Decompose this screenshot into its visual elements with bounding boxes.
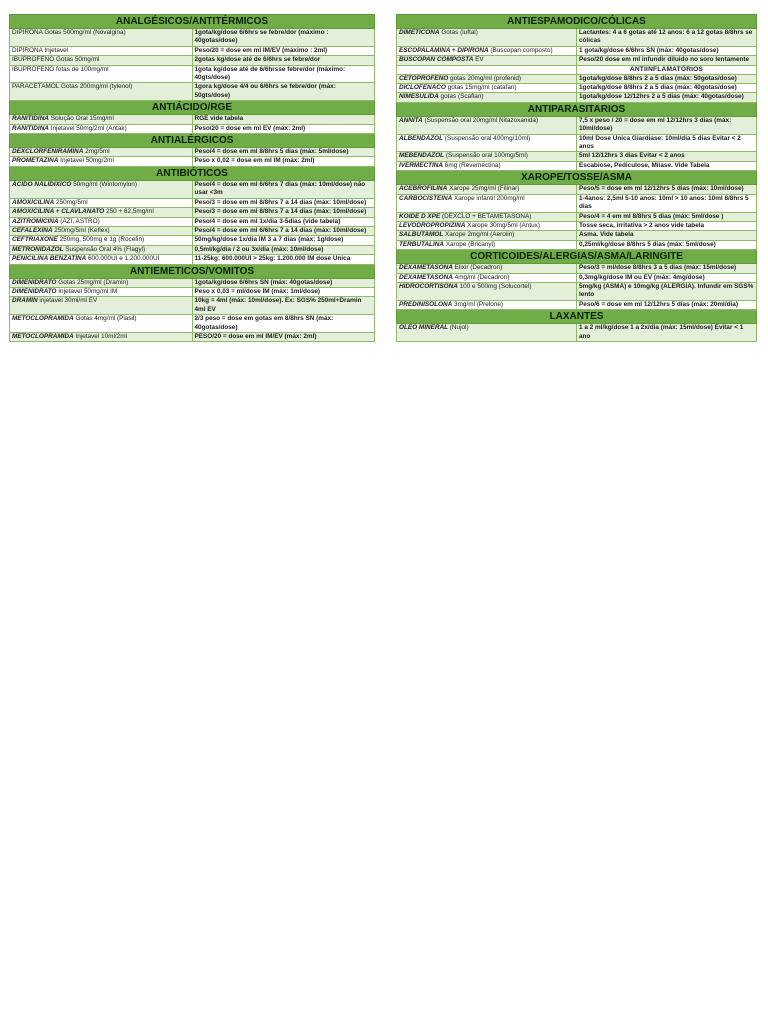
table-row — [10, 245, 375, 254]
table-row — [10, 236, 375, 245]
right-dosage-table — [396, 14, 757, 342]
dosage-cell: Peso/4 = 4 em ml 8/8hrs 5 dias (máx: 5ml/dose ) — [577, 212, 757, 221]
drug-name: PENICILINA BENZATINA — [12, 255, 87, 263]
section-header-row — [397, 250, 757, 264]
table-row — [397, 134, 757, 152]
table-row — [397, 282, 757, 300]
table-row — [397, 300, 757, 309]
table-row — [10, 115, 375, 124]
table-row — [10, 208, 375, 217]
drug-cell — [397, 93, 577, 102]
subsection-title: ANTIINFLAMATÓRIOS — [577, 65, 757, 74]
drug-cell — [10, 245, 193, 254]
drug-cell — [397, 116, 577, 134]
drug-presentation: (Suspensão oral 20mg/ml Nitazoxanida) — [422, 116, 539, 124]
drug-cell — [397, 152, 577, 161]
section-header-row — [397, 15, 757, 29]
drug-presentation: (DEXCLO + BETAMETASONA) — [440, 212, 532, 220]
drug-cell — [10, 198, 193, 207]
table-row — [397, 231, 757, 240]
drug-presentation: 250mg/5ml (Keflex) — [52, 226, 110, 234]
table-row — [397, 185, 757, 194]
dosage-cell: 1gota/kg/dose 8/8hrs 2 a 5 dias (máx: 50gotas/dose) — [577, 74, 757, 83]
drug-name: AMOXICILINA — [12, 198, 55, 206]
dosage-cell: Peso/4 = dose em ml 6/6hrs 7 a 14 dias (máx: 10ml/dose) — [192, 226, 375, 235]
drug-presentation: Gotas 4mg/ml (Plasil) — [73, 315, 137, 323]
table-row — [10, 332, 375, 341]
dosage-cell: Peso/20 = dose em ml IM/EV (máximo : 2ml) — [192, 46, 375, 55]
drug-presentation: gotas 20mg/ml (profenid) — [448, 74, 522, 82]
drug-name: RANITIDINA — [12, 124, 49, 132]
drug-presentation: Xarope 30mg/5ml (Antux) — [465, 221, 540, 229]
drug-name: METRONIDAZOL — [12, 245, 64, 253]
drug-presentation: Elixir (Decadron) — [452, 264, 503, 272]
table-row — [10, 297, 375, 315]
drug-cell — [397, 240, 577, 249]
table-row — [397, 152, 757, 161]
drug-presentation: IBUPROFENO Gotas 50mg/ml — [12, 56, 100, 64]
drug-name: DIMENIDRATO — [12, 278, 57, 286]
table-row — [10, 198, 375, 207]
dosage-cell: 50mg/kg/dose 1x/dia IM 3 a 7 dias (máx: 1g/dose) — [192, 236, 375, 245]
drug-presentation: gotas 15mg/ml (catafan) — [445, 84, 517, 92]
drug-presentation: IBUPROFENO fotas de 100mg/ml — [12, 65, 109, 73]
drug-presentation: Gotas 25mg/ml (Dramin) — [56, 278, 129, 286]
drug-name: CEFTRIAXONE — [12, 236, 58, 244]
drug-cell — [397, 185, 577, 194]
drug-presentation: 100 e 500mg (Solucortel) — [457, 282, 532, 290]
section-title: ANALGÉSICOS/ANTITÉRMICOS — [10, 15, 375, 29]
drug-presentation: Injetavel 10ml/2ml — [73, 332, 127, 340]
drug-name: KOIDE D XPE — [399, 212, 441, 220]
drug-presentation: EV — [473, 56, 484, 64]
drug-presentation: 250mg, 500mg e 1g (Rocefin) — [57, 236, 145, 244]
section-header-row — [397, 310, 757, 324]
drug-cell — [10, 115, 193, 124]
table-row — [397, 74, 757, 83]
drug-cell — [10, 46, 193, 55]
drug-presentation: (Suspensão oral 400mg/10ml) — [443, 134, 531, 142]
table-row — [10, 255, 375, 264]
section-header-row — [10, 101, 375, 115]
dosage-cell: 0,3mg/kg/dose IM ou EV (máx: 4mg/dose) — [577, 273, 757, 282]
drug-cell — [10, 236, 193, 245]
dosage-cell: Peso/4 = dose em ml 1x/dia 3-5dias (vide tabela) — [192, 217, 375, 226]
drug-presentation: (Buscopan composto) — [488, 46, 553, 54]
dosage-cell: 7,5 x peso / 20 = dose em ml 12/12hrs 3 dias (máx: 10ml/dose) — [577, 116, 757, 134]
dosage-cell: PESO/20 = dose em ml IM/EV (máx: 2ml) — [192, 332, 375, 341]
drug-cell — [397, 300, 577, 309]
drug-presentation: 250mg/5ml — [54, 198, 88, 206]
drug-name: RANITIDINA — [12, 115, 49, 123]
left-dosage-table — [9, 14, 375, 342]
section-title: ANTIESPAMODICO/CÓLICAS — [397, 15, 757, 29]
dosage-cell: Peso x 0,03 = ml/dose IM (máx: 1ml/dose) — [192, 287, 375, 296]
drug-name: DIMETICONA — [399, 29, 440, 36]
drug-cell — [10, 287, 193, 296]
drug-name: NIMESULIDA — [399, 93, 439, 101]
drug-name: DEXAMETASONA — [399, 264, 453, 272]
drug-presentation: 250 + 62,5mg/ml — [104, 208, 154, 216]
section-title: ANTIALÉRGICOS — [10, 134, 375, 148]
dosage-cell: Lactantes: 4 a 6 gotas até 12 anos: 6 a 12 gotas 8/8hrs se cólicas — [577, 29, 757, 47]
drug-cell — [397, 161, 577, 170]
drug-cell — [397, 231, 577, 240]
drug-cell — [10, 83, 193, 101]
table-row — [397, 221, 757, 230]
drug-name: DEXCLORFENIRAMINA — [12, 148, 84, 156]
drug-name: SALBUTAMOL — [399, 231, 444, 239]
dosage-cell: Escabiose, Pediculose, Miíase. Vide Tabela — [577, 161, 757, 170]
drug-cell — [397, 46, 577, 55]
drug-cell — [397, 29, 577, 47]
table-row — [10, 226, 375, 235]
drug-cell — [397, 273, 577, 282]
section-title: ANTIEMETICOS/VOMITOS — [10, 264, 375, 278]
table-row — [10, 217, 375, 226]
dosage-cell: 1gora kg/dose 4/4 ou 6/6hrs se febre/dor (máx: 50gts/dose) — [192, 83, 375, 101]
dosage-cell: 5ml 12/12hrs 3 dias Evitar < 2 anos — [577, 152, 757, 161]
table-row — [397, 29, 757, 47]
drug-cell — [10, 29, 193, 47]
drug-presentation: 50mg/ml (Wintomylon) — [71, 180, 137, 188]
drug-presentation: Injetavel 50mg/2ml (Antak) — [48, 124, 127, 132]
dosage-cell: Peso/5 = dose em ml 12/12hrs 5 dias (máx: 10ml/dose) — [577, 185, 757, 194]
dosage-cell: Peso/4 = dose em ml 8/8hrs 5 dias (máx: 5ml/dose) — [192, 148, 375, 157]
section-title: XAROPE/TOSSE/ASMA — [397, 171, 757, 185]
drug-name: LEVODROPROPIZINA — [399, 221, 466, 229]
drug-name: ESCOPALAMINA + DIPIRONA — [399, 46, 489, 54]
section-header-row — [10, 166, 375, 180]
table-row — [10, 180, 375, 198]
drug-presentation: Xarope 2mg/ml (Aerolin) — [443, 231, 515, 239]
drug-presentation: Suspensão Oral 4% (Flagyl) — [63, 245, 146, 253]
dosage-cell: 11-25kg: 600.000UI > 25kg: 1.200.000 IM dose Unica — [192, 255, 375, 264]
table-row — [10, 56, 375, 65]
dosage-cell: RGE vide tabela — [192, 115, 375, 124]
drug-cell — [397, 74, 577, 83]
right-column — [396, 14, 757, 342]
dosage-cell: 0,25ml/kg/dose 8/8hrs 5 dias (máx: 5ml/dose) — [577, 240, 757, 249]
table-row — [10, 157, 375, 166]
drug-cell — [10, 315, 193, 333]
drug-presentation: Gotas (luftal) — [439, 29, 478, 36]
dosage-cell: 1-4anos: 2,5ml 5-10 anos: 10ml > 10 anos: 10ml 8/8hrs 5 dias — [577, 194, 757, 212]
drug-name: DIMENIDRATO — [12, 287, 57, 295]
drug-name: HIDROCORTISONA — [399, 282, 458, 290]
section-title: ANTIPARASITARIOS — [397, 102, 757, 116]
drug-cell — [10, 217, 193, 226]
dosage-cell: Peso/20 dose em ml infundir diluido no soro lentamente — [577, 56, 757, 65]
table-row — [10, 65, 375, 83]
drug-cell — [10, 157, 193, 166]
drug-cell — [10, 56, 193, 65]
drug-name: ÁCIDO NALIDIXICO — [12, 180, 72, 188]
drug-cell — [10, 297, 193, 315]
drug-name: AMOXICILINA + CLAVLANATO — [12, 208, 105, 216]
drug-presentation: Xarope 25mg/ml (Filinar) — [447, 185, 520, 193]
table-row — [10, 29, 375, 47]
dosage-cell: 1gota/kg/dose 6/6hrs se febre/dor (máximo : 40gotas/dose) — [192, 29, 375, 47]
dosage-cell: 1gota/kg/dose 8/8hrs 2 a 5 dias (máx: 40gotas/dose) — [577, 84, 757, 93]
drug-presentation: (Suspensão oral 100mg/5ml) — [444, 152, 528, 160]
dosage-cell: Peso/3 = ml/dose 8/8hrs 3 a 5 dias (máx: 15ml/dose) — [577, 264, 757, 273]
table-row — [397, 324, 757, 342]
drug-cell — [10, 255, 193, 264]
table-row — [10, 46, 375, 55]
drug-cell — [10, 148, 193, 157]
table-row — [397, 194, 757, 212]
drug-name: DICLOFENACO — [399, 84, 446, 92]
drug-cell — [397, 212, 577, 221]
drug-presentation: 600.000UI e 1.200.000UI — [86, 255, 160, 263]
drug-name: OLEO MINERAL — [399, 324, 448, 332]
drug-cell — [397, 134, 577, 152]
drug-presentation: DIPIRONA Injetavel — [12, 46, 69, 54]
section-header-row — [10, 264, 375, 278]
drug-cell — [10, 180, 193, 198]
section-header-row — [10, 15, 375, 29]
dosage-cell: 1 a 2 ml/kg/dose 1 a 2x/dia (máx: 15ml/dose) Evitar < 1 ano — [577, 324, 757, 342]
drug-cell — [10, 208, 193, 217]
section-title: LAXANTES — [397, 310, 757, 324]
drug-cell — [10, 226, 193, 235]
drug-cell — [397, 84, 577, 93]
table-row — [397, 116, 757, 134]
table-row — [397, 240, 757, 249]
drug-presentation: 4mg/ml (Decadron) — [452, 273, 510, 281]
dosage-cell: 5mg/kg (ASMA) e 10mg/kg (ALERGIA). Infundir em SGS% lento — [577, 282, 757, 300]
dosage-cell: 1gota/kg/dose 12/12hrs 2 a 5 dias (máx: 40gotas/dose) — [577, 93, 757, 102]
drug-presentation: 2mg/5ml — [83, 148, 110, 156]
dosage-cell: 1 gota/kg/dose 6/6hrs SN (máx: 40gotas/dose) — [577, 46, 757, 55]
table-row — [397, 46, 757, 55]
drug-name: ACEBROFILINA — [399, 185, 448, 193]
drug-presentation: Injetavel 50mg/2ml — [58, 157, 114, 165]
dosage-cell: 2gotas kg/dose até de 6/6hrs se febre/dor — [192, 56, 375, 65]
drug-name: PREDINISOLONA — [399, 300, 453, 308]
table-row — [397, 212, 757, 221]
drug-cell — [10, 278, 193, 287]
left-column — [9, 14, 375, 342]
dosage-cell: Peso/20 = dose em ml EV (máx: 2ml) — [192, 124, 375, 133]
dosage-cell: 1gota kg/dose até de 6/6hrsse febre/dor (máximo: 40gts/dose) — [192, 65, 375, 83]
drug-presentation: 3mg/ml (Prelone) — [452, 300, 504, 308]
drug-cell — [397, 324, 577, 342]
dosage-cell: 10kg = 4ml (máx: 10ml/dose). Ex: SGS% 250ml+Dramin 4ml EV — [192, 297, 375, 315]
drug-presentation: Injetavel 50mg/ml IM — [56, 287, 118, 295]
drug-presentation: injetavel 30ml/ml EV — [37, 297, 98, 305]
section-header-row — [397, 171, 757, 185]
drug-presentation: PARACETAMOL Gotas 200mg/ml (tylenol) — [12, 83, 133, 91]
dosage-cell: Peso/3 = dose em ml 8/8hrs 7 a 14 dias (máx: 10ml/dose) — [192, 208, 375, 217]
drug-name: DEXAMETASONA — [399, 273, 453, 281]
table-row — [10, 148, 375, 157]
drug-name: ANNITA — [399, 116, 423, 124]
dosage-cell: 1gota/kg/dose 6/6hrs SN (máx: 40gotas/dose) — [192, 278, 375, 287]
drug-name: METOCLOPRAMIDA — [12, 332, 74, 340]
drug-name: METOCLOPRAMIDA — [12, 315, 74, 323]
drug-presentation: Solução Oral 15mg/ml — [48, 115, 114, 123]
drug-cell — [10, 124, 193, 133]
drug-name: PROMETAZINA — [12, 157, 59, 165]
drug-cell — [397, 264, 577, 273]
dosage-cell: 10ml Dose Unica Giardiase: 10ml/dia 5 dias Evitar < 2 anos — [577, 134, 757, 152]
table-row — [397, 264, 757, 273]
drug-cell — [10, 332, 193, 341]
drug-cell — [397, 194, 577, 212]
drug-name: MEBENDAZOL — [399, 152, 445, 160]
drug-name: BUSCOPAN COMPOSTA — [399, 56, 474, 64]
drug-name: AZITROMICINA — [12, 217, 59, 225]
dosage-cell: Tosse seca, irritativa > 2 anos vide tabela — [577, 221, 757, 230]
dosage-cell: Asma. Vide tabela — [577, 231, 757, 240]
dosage-cell: Peso/6 = dose em ml 12/12hrs 5 dias (máx: 20ml/dia) — [577, 300, 757, 309]
drug-name: CEFALEXINA — [12, 226, 53, 234]
table-row — [397, 93, 757, 102]
drug-name: DRAMIN — [12, 297, 38, 305]
drug-cell — [397, 221, 577, 230]
table-row — [10, 315, 375, 333]
section-header-row — [397, 102, 757, 116]
drug-cell — [10, 65, 193, 83]
drug-presentation: (Nujol) — [448, 324, 469, 332]
table-row — [10, 124, 375, 133]
table-row — [10, 278, 375, 287]
drug-name: IVERMECTINA — [399, 161, 444, 169]
table-row — [397, 56, 757, 65]
dosage-cell: Peso x 0,02 = dose em ml IM (máx: 2ml) — [192, 157, 375, 166]
drug-presentation: DIPIRONA Gotas 500mg/ml (Novalgina) — [12, 29, 126, 36]
dosage-cell: 0,5ml/kg/dia / 2 ou 3x/dia (máx: 10ml/dose) — [192, 245, 375, 254]
drug-presentation: 6mg (Revemectina) — [443, 161, 501, 169]
drug-name: CARBOCISTEINA — [399, 194, 453, 202]
table-row — [10, 287, 375, 296]
section-header-row — [10, 134, 375, 148]
drug-presentation: Xarope (Bricanyl) — [443, 240, 496, 248]
table-row — [397, 273, 757, 282]
drug-presentation: (AZI, ASTRO) — [58, 217, 100, 225]
dosage-cell: Peso/4 = dose em ml 6/6hrs 7 dias (máx: 10ml/dose) não usar <3m — [192, 180, 375, 198]
dosage-cell: 2/3 peso = dose em gotas em 8/8hrs SN (máx: 40gotas/dose) — [192, 315, 375, 333]
drug-cell — [397, 282, 577, 300]
section-title: ANTIBIÓTICOS — [10, 166, 375, 180]
drug-presentation: gotas (Scaflan) — [438, 93, 484, 101]
drug-presentation: Xarope infantil 200mg/ml — [452, 194, 525, 202]
table-row — [397, 84, 757, 93]
table-row — [397, 161, 757, 170]
section-title: CORTICOIDES/ALERGIAS/ASMA/LARINGITE — [397, 250, 757, 264]
drug-name: TERBUTALINA — [399, 240, 444, 248]
table-row — [10, 83, 375, 101]
drug-cell — [397, 56, 577, 65]
dosage-cell: Peso/3 = dose em ml 8/8hrs 7 a 14 dias (máx: 10ml/dose) — [192, 198, 375, 207]
drug-name: ALBENDAZOL — [399, 134, 444, 142]
section-title: ANTIÁCIDO/RGE — [10, 101, 375, 115]
drug-name: CETOPROFENO — [399, 74, 449, 82]
subsection-header-row — [397, 65, 757, 74]
subsection-spacer — [397, 65, 577, 74]
